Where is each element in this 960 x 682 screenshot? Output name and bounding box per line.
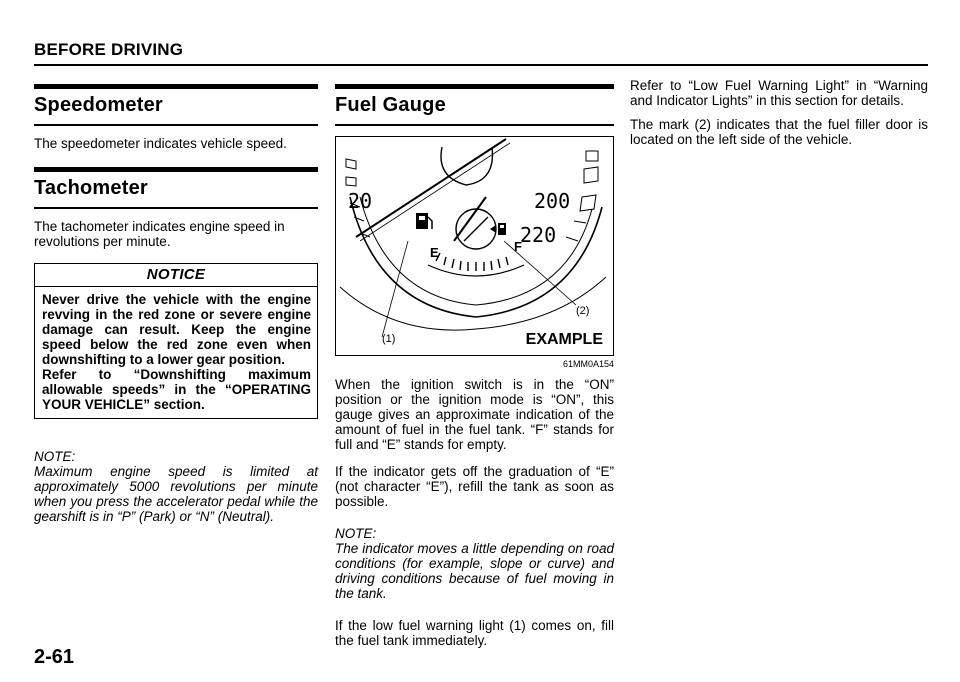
fuel-filler-side-icon: [490, 223, 506, 235]
speedometer-text: The speedometer indicates vehicle speed.: [34, 136, 287, 151]
right-column: [630, 78, 928, 147]
section-header: BEFORE DRIVING: [34, 40, 184, 59]
left-column: [34, 84, 318, 524]
fuel-gauge-bottom-rule: [335, 124, 614, 126]
figure-example-label: EXAMPLE: [525, 331, 603, 348]
speedometer-top-rule: [34, 84, 318, 89]
left-note-text: Maximum engine speed is limited at approximately 5000 revolutions per minute when you press the accelerator pedal while the gearshift is in “P” (Park) or “N” (Neutral).: [34, 464, 318, 524]
notice-text-1: Never drive the vehicle with the engine revving in the red zone or severe engine damage can result. Keep the engine speed below the red zone even when downshifting to a lower gear position.: [42, 292, 311, 367]
fuel-gauge-para-2: If the indicator gets off the graduation of “E” (not character “E”), refill the tank as soon as possible.: [335, 464, 614, 509]
header-rule: [34, 64, 928, 66]
page-number: 2-61: [34, 646, 75, 668]
notice-text-2: Refer to “Downshifting maximum allowable speeds” in the “OPERATING YOUR VEHICLE” section.: [42, 367, 311, 412]
fuel-gauge-title: Fuel Gauge: [335, 94, 446, 116]
low-fuel-warning-icon: [416, 213, 432, 229]
tachometer-top-rule: [34, 167, 318, 172]
dial-label-20: 20: [348, 189, 373, 213]
fuel-gauge-note: [335, 526, 614, 601]
figure-code: 61MM0A154: [562, 359, 614, 369]
notice-body: [35, 287, 317, 418]
callout-2: (2): [576, 305, 590, 317]
dial-label-220: 220: [520, 223, 557, 247]
right-para-1: Refer to “Low Fuel Warning Light” in “Warning and Indicator Lights” in this section for details.: [630, 78, 928, 108]
notice-box: [34, 263, 318, 419]
notice-title: NOTICE: [35, 264, 317, 287]
speedometer-section: [34, 84, 318, 151]
middle-column: [335, 84, 614, 648]
fuel-gauge-note-label: NOTE:: [335, 526, 377, 541]
dial-label-200: 200: [534, 189, 571, 213]
left-note-label: NOTE:: [34, 449, 76, 464]
fuel-gauge-para-1: When the ignition switch is in the “ON” position or the ignition mode is “ON”, this gauge gives an approximate indication of the amount of fuel in the fuel tank. “F” stands for full and “E” stands for empty.: [335, 377, 614, 452]
tachometer-section: [34, 167, 318, 249]
left-note: [34, 449, 318, 524]
fuel-gauge-note-text: The indicator moves a little depending on road conditions (for example, slope or curve) and driving conditions because of fuel moving in the tank.: [335, 541, 614, 601]
fuel-gauge-figure: [335, 136, 614, 356]
fuel-empty-mark: E: [430, 245, 439, 260]
speedometer-title: Speedometer: [34, 94, 163, 116]
fuel-full-mark: F: [514, 239, 522, 254]
fuel-gauge-top-rule: [335, 84, 614, 89]
callout-1: (1): [382, 333, 396, 345]
tachometer-text: The tachometer indicates engine speed in revolutions per minute.: [34, 219, 285, 249]
fuel-gauge-para-3: If the low fuel warning light (1) comes on, fill the fuel tank immediately.: [335, 618, 614, 648]
right-para-2: The mark (2) indicates that the fuel filler door is located on the left side of the vehicle.: [630, 117, 928, 147]
fuel-gauge-illustration: [336, 137, 613, 355]
tachometer-title: Tachometer: [34, 177, 148, 199]
speedometer-bottom-rule: [34, 124, 318, 126]
tachometer-bottom-rule: [34, 207, 318, 209]
